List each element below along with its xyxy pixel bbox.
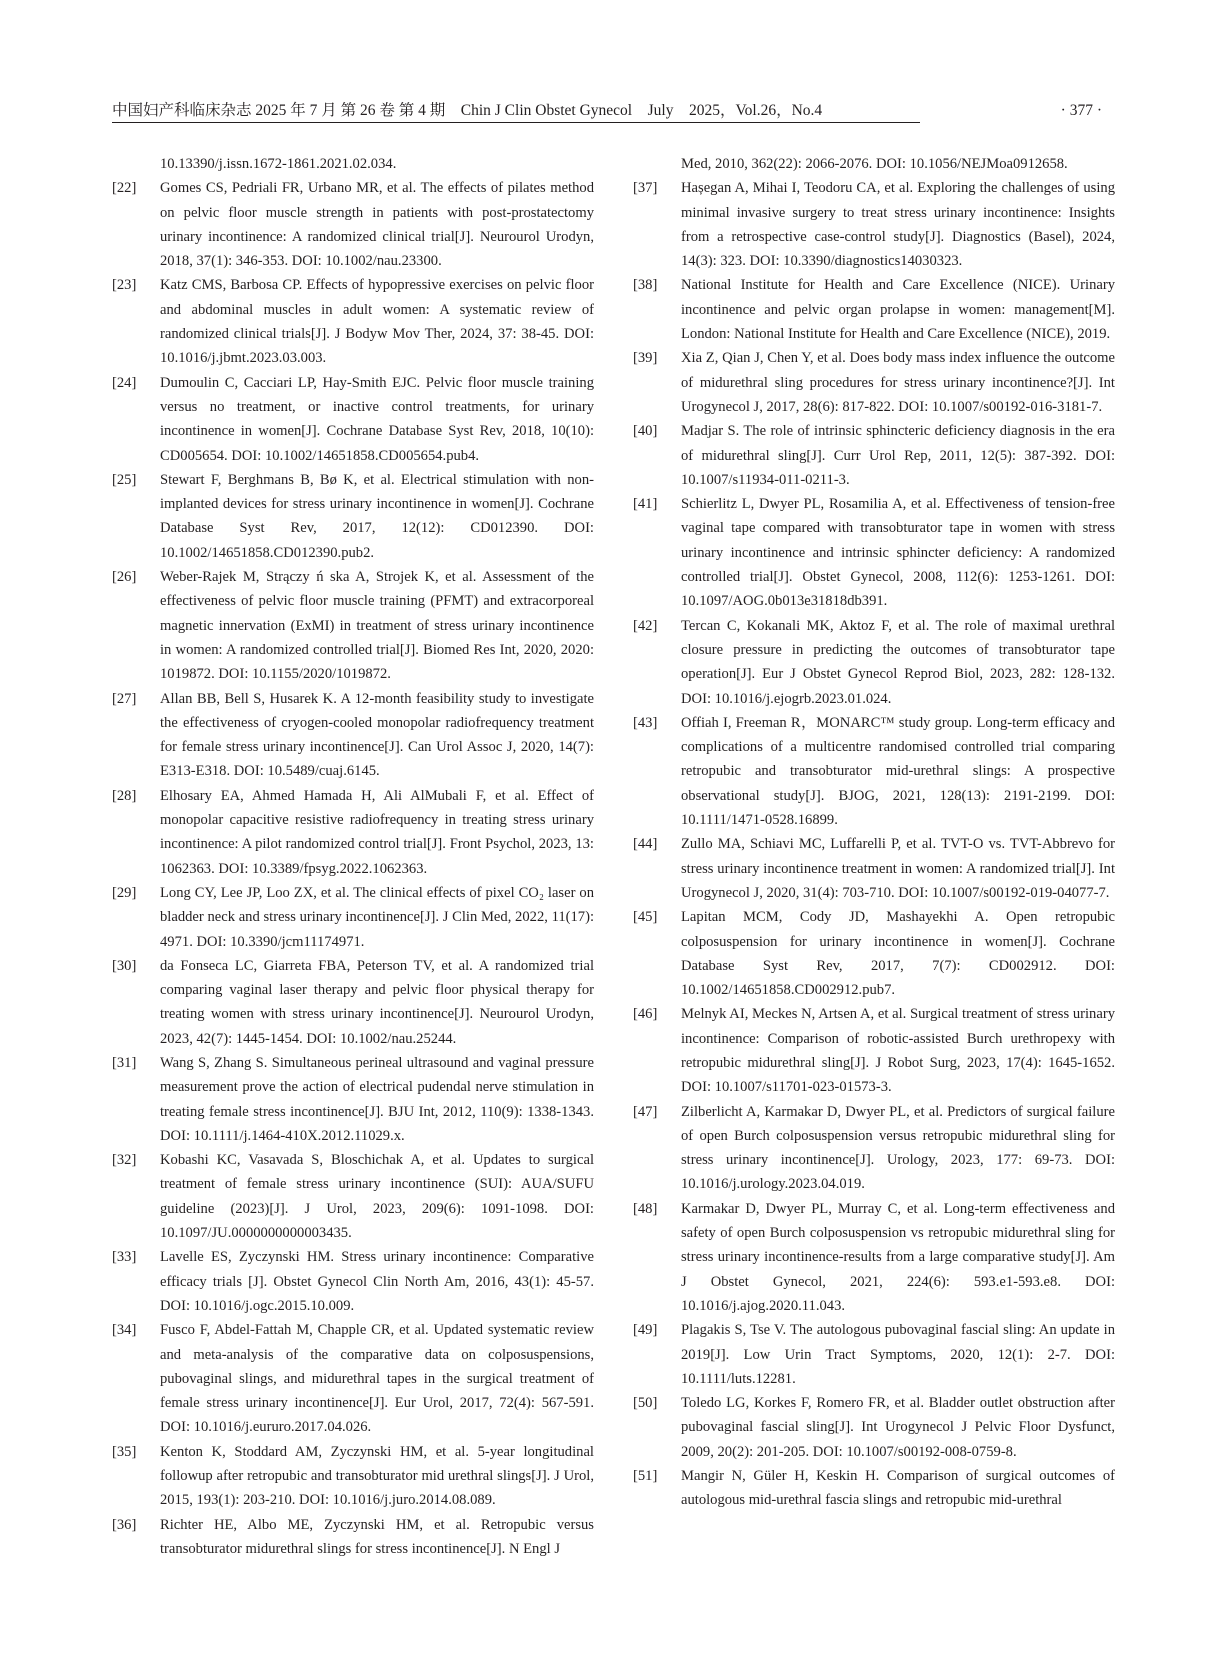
reference-text: Schierlitz L, Dwyer PL, Rosamilia A, et al. Effectiveness of tension-free vaginal tape compared with transobturator tape in women with stress urinary incontinence and intrinsic sphincter deficiency: A randomized controlled trial[J]. Obstet Gynecol, 2008, 112(6): 1253-1261. DOI: 10.1097/AOG.0b013e31818db391. [681, 496, 1115, 610]
reference-text: Hașegan A, Mihai I, Teodoru CA, et al. Exploring the challenges of using minimal invasive surgery to treat stress urinary incontinence: Insights from a retrospective case-control study[J]. Diagnostics (Basel), 2024, 14(3): 323. DOI: 10.3390/diagnostics14030323. [681, 180, 1115, 270]
reference-text: Wang S, Zhang S. Simultaneous perineal ultrasound and vaginal pressure measurement prove the action of electrical pudendal nerve stimulation in treating female stress incontinence[J]. BJU Int, 2012, 110(9): 1338-1343. DOI: 10.1111/j.1464-410X.2012.11029.x. [160, 1054, 594, 1144]
reference-number: [26] [112, 569, 137, 586]
reference-entry [633, 176, 1115, 273]
reference-entry [633, 1197, 1115, 1318]
reference-entry [112, 1440, 594, 1513]
reference-text: Fusco F, Abdel-Fattah M, Chapple CR, et al. Updated systematic review and meta-analysis of the comparative data on colposuspensions, pubovaginal slings, and midurethral tapes in the surgical treatment of female stress urinary incontinence[J]. Eur Urol, 2017, 72(4): 567-591. DOI: 10.1016/j.eururo.2017.04.026. [160, 1322, 594, 1436]
reference-text: Stewart F, Berghmans B, Bø K, et al. Electrical stimulation with non-implanted devices for stress urinary incontinence in women[J]. Cochrane Database Syst Rev, 2017, 12(12): CD012390. DOI: 10.1002/14651858.CD012390.pub2. [160, 471, 594, 561]
reference-entry [112, 687, 594, 784]
reference-number: [38] [633, 277, 658, 294]
reference-text: Toledo LG, Korkes F, Romero FR, et al. Bladder outlet obstruction after pubovaginal fascial sling[J]. Int Urogynecol J Pelvic Floor Dysfunct, 2009, 20(2): 201-205. DOI: 10.1007/s00192-008-0759-8. [681, 1395, 1115, 1460]
reference-text: Elhosary EA, Ahmed Hamada H, Ali AlMubali F, et al. Effect of monopolar capacitive resistive radiofrequency in treating stress urinary incontinence: A pilot randomized control trial[J]. Front Psychol, 2023, 13: 1062363. DOI: 10.3389/fpsyg.2022.1062363. [160, 787, 594, 877]
reference-entry [112, 152, 594, 176]
reference-text: Lapitan MCM, Cody JD, Mashayekhi A. Open retropubic colposuspension for urinary incontinence in women[J]. Cochrane Database Syst Rev, 2017, 7(7): CD002912. DOI: 10.1002/14651858.CD002912.pub7. [681, 909, 1115, 999]
reference-text: Zilberlicht A, Karmakar D, Dwyer PL, et al. Predictors of surgical failure of open Burch colposuspension versus retropubic midurethral sling for stress urinary incontinence[J]. Urology, 2023, 177: 69-73. DOI: 10.1016/j.urology.2023.04.019. [681, 1103, 1115, 1193]
reference-number: [27] [112, 690, 137, 707]
running-header [112, 100, 1102, 124]
reference-text: Karmakar D, Dwyer PL, Murray C, et al. Long-term effectiveness and safety of open Burch colposuspension vs retropubic midurethral sling for stress urinary incontinence-results from a large comparative study[J]. Am J Obstet Gynecol, 2021, 224(6): 593.e1-593.e8. DOI: 10.1016/j.ajog.2020.11.043. [681, 1200, 1115, 1314]
reference-text: Richter HE, Albo ME, Zyczynski HM, et al. Retropubic versus transobturator midurethral slings for stress incontinence[J]. N Engl J [160, 1516, 594, 1557]
reference-text: Dumoulin C, Cacciari LP, Hay-Smith EJC. Pelvic floor muscle training versus no treatment, or inactive control treatments, for urinary incontinence in women[J]. Cochrane Database Syst Rev, 2018, 10(10): CD005654. DOI: 10.1002/14651858.CD005654.pub4. [160, 374, 594, 464]
reference-text: Zullo MA, Schiavi MC, Luffarelli P, et al. TVT-O vs. TVT-Abbrevo for stress urinary incontinence treatment in women: A randomized trial[J]. Int Urogynecol J, 2020, 31(4): 703-710. DOI: 10.1007/s00192-019-04077-7. [681, 836, 1115, 901]
reference-number: [41] [633, 496, 658, 513]
reference-entry [633, 419, 1115, 492]
reference-text: Katz CMS, Barbosa CP. Effects of hypopressive exercises on pelvic floor and abdominal muscles in adult women: A systematic review of randomized clinical trials[J]. J Bodyw Mov Ther, 2024, 37: 38-45. DOI: 10.1016/j.jbmt.2023.03.003. [160, 277, 594, 367]
reference-entry [633, 346, 1115, 419]
reference-number: [50] [633, 1395, 658, 1412]
reference-number: [45] [633, 909, 658, 926]
reference-text: Melnyk AI, Meckes N, Artsen A, et al. Surgical treatment of stress urinary incontinence: Comparison of robotic-assisted Burch urethropexy with retropubic midurethral sling[J]. J Robot Surg, 2023, 17(4): 1645-1652. DOI: 10.1007/s11701-023-01573-3. [681, 1006, 1115, 1096]
reference-text: Allan BB, Bell S, Husarek K. A 12-month feasibility study to investigate the effectiveness of cryogen-cooled monopolar radiofrequency treatment for female stress urinary incontinence[J]. Can Urol Assoc J, 2020, 14(7): E313-E318. DOI: 10.5489/cuaj.6145. [160, 690, 594, 780]
reference-column-right [633, 152, 1115, 1513]
reference-entry [112, 371, 594, 468]
reference-number: [51] [633, 1468, 658, 1485]
reference-number: [30] [112, 957, 137, 974]
journal-header: 中国妇产科临床杂志 2025 年 7 月 第 26 卷 第 4 期 Chin J Clin Obstet Gynecol July 2025，Vol.26，No.4 [112, 100, 920, 123]
reference-entry [633, 1318, 1115, 1391]
reference-number: [43] [633, 714, 658, 731]
reference-number: [48] [633, 1200, 658, 1217]
reference-text: National Institute for Health and Care Excellence (NICE). Urinary incontinence and pelvic organ prolapse in women: management[M]. London: National Institute for Health and Care Excellence (NICE), 2019. [681, 277, 1115, 343]
reference-number: [32] [112, 1152, 137, 1169]
reference-entry [633, 711, 1115, 832]
reference-entry [112, 784, 594, 881]
reference-text: Med, 2010, 362(22): 2066-2076. DOI: 10.1056/NEJMoa0912658. [681, 156, 1068, 172]
reference-text: Xia Z, Qian J, Chen Y, et al. Does body mass index influence the outcome of midurethral sling procedures for stress urinary incontinence?[J]. Int Urogynecol J, 2017, 28(6): 817-822. DOI: 10.1007/s00192-016-3181-7. [681, 350, 1115, 415]
reference-number: [42] [633, 617, 658, 634]
reference-entry [112, 273, 594, 370]
reference-entry [112, 1318, 594, 1439]
reference-number: [22] [112, 180, 137, 197]
reference-number: [23] [112, 277, 137, 294]
reference-entry [633, 1100, 1115, 1197]
reference-number: [24] [112, 374, 137, 391]
reference-number: [34] [112, 1322, 137, 1339]
reference-text: Weber-Rajek M, Strączy ń ska A, Strojek K, et al. Assessment of the effectiveness of pelvic floor muscle training (PFMT) and extracorporeal magnetic innervation (ExMI) in treatment of stress urinary incontinence in women: A randomized controlled trial[J]. Biomed Res Int, 2020, 2020: 1019872. DOI: 10.1155/2020/1019872. [160, 569, 594, 683]
reference-text: Kenton K, Stoddard AM, Zyczynski HM, et al. 5-year longitudinal followup after retropubic and transobturator mid urethral slings[J]. J Urol, 2015, 193(1): 203-210. DOI: 10.1016/j.juro.2014.08.089. [160, 1443, 594, 1509]
reference-entry [112, 1051, 594, 1148]
reference-column-left [112, 152, 594, 1561]
reference-number: [28] [112, 787, 137, 804]
reference-entry [633, 273, 1115, 346]
reference-number: [46] [633, 1006, 658, 1023]
reference-number: [47] [633, 1103, 658, 1120]
reference-number: [31] [112, 1054, 137, 1071]
reference-text: Lavelle ES, Zyczynski HM. Stress urinary incontinence: Comparative efficacy trials [J]. Obstet Gynecol Clin North Am, 2016, 43(1): 45-57. DOI: 10.1016/j.ogc.2015.10.009. [160, 1249, 594, 1314]
reference-text: Tercan C, Kokanali MK, Aktoz F, et al. The role of maximal urethral closure pressure in predicting the outcomes of transobturator tape operation[J]. Eur J Obstet Gynecol Reprod Biol, 2023, 282: 128-132. DOI: 10.1016/j.ejogrb.2023.01.024. [681, 617, 1115, 707]
reference-number: [36] [112, 1516, 137, 1533]
reference-entry [633, 614, 1115, 711]
reference-number: [37] [633, 180, 658, 197]
reference-number: [33] [112, 1249, 137, 1266]
reference-number: [49] [633, 1322, 658, 1339]
reference-entry [633, 905, 1115, 1002]
reference-number: [40] [633, 423, 658, 440]
reference-text: Mangir N, Güler H, Keskin H. Comparison of surgical outcomes of autologous mid-urethral fascia slings and retropubic mid-urethral [681, 1468, 1115, 1509]
reference-entry [112, 565, 594, 686]
reference-entry [112, 881, 594, 954]
reference-number: [35] [112, 1443, 137, 1460]
reference-entry [633, 832, 1115, 905]
reference-text: Plagakis S, Tse V. The autologous pubovaginal fascial sling: An update in 2019[J]. Low Urin Tract Symptoms, 2020, 12(1): 2-7. DOI: 10.1111/luts.12281. [681, 1322, 1115, 1387]
page-number: · 377 · [1060, 102, 1102, 119]
reference-number: [29] [112, 884, 137, 901]
reference-entry [112, 1245, 594, 1318]
reference-text: Madjar S. The role of intrinsic sphincteric deficiency diagnosis in the era of midurethral sling[J]. Curr Urol Rep, 2011, 12(5): 387-392. DOI: 10.1007/s11934-011-0211-3. [681, 423, 1115, 488]
reference-entry [112, 468, 594, 565]
reference-text: Long CY, Lee JP, Loo ZX, et al. The clinical effects of pixel CO₂ laser on bladder neck and stress urinary incontinence[J]. J Clin Med, 2022, 11(17): 4971. DOI: 10.3390/jcm11174971. [160, 884, 594, 950]
reference-text: 10.13390/j.issn.1672-1861.2021.02.034. [160, 156, 397, 172]
reference-text: Offiah I, Freeman R，MONARC™ study group. Long-term efficacy and complications of a multicentre randomised controlled trial comparing retropubic and transobturator mid-urethral slings: A prospective observational study[J]. BJOG, 2021, 128(13): 2191-2199. DOI: 10.1111/1471-0528.16899. [681, 714, 1115, 829]
reference-entry [112, 954, 594, 1051]
reference-text: da Fonseca LC, Giarreta FBA, Peterson TV, et al. A randomized trial comparing vaginal laser therapy and pelvic floor physical therapy for treating women with stress urinary incontinence[J]. Neurourol Urodyn, 2023, 42(7): 1445-1454. DOI: 10.1002/nau.25244. [160, 957, 594, 1047]
reference-entry [633, 1002, 1115, 1099]
reference-entry [112, 1148, 594, 1245]
reference-entry [112, 1513, 594, 1562]
reference-number: [44] [633, 836, 658, 853]
reference-entry [112, 176, 594, 273]
reference-number: [39] [633, 350, 658, 367]
reference-entry [633, 152, 1115, 176]
reference-text: Kobashi KC, Vasavada S, Bloschichak A, et al. Updates to surgical treatment of female stress urinary incontinence (SUI): AUA/SUFU guideline (2023)[J]. J Urol, 2023, 209(6): 1091-1098. DOI: 10.1097/JU.0000000000003435. [160, 1152, 594, 1242]
reference-entry [633, 1391, 1115, 1464]
reference-entry [633, 1464, 1115, 1513]
reference-number: [25] [112, 471, 137, 488]
reference-entry [633, 492, 1115, 613]
reference-text: Gomes CS, Pedriali FR, Urbano MR, et al. The effects of pilates method on pelvic floor muscle strength in patients with post-prostatectomy urinary incontinence: A randomized clinical trial[J]. Neurourol Urodyn, 2018, 37(1): 346-353. DOI: 10.1002/nau.23300. [160, 180, 594, 270]
